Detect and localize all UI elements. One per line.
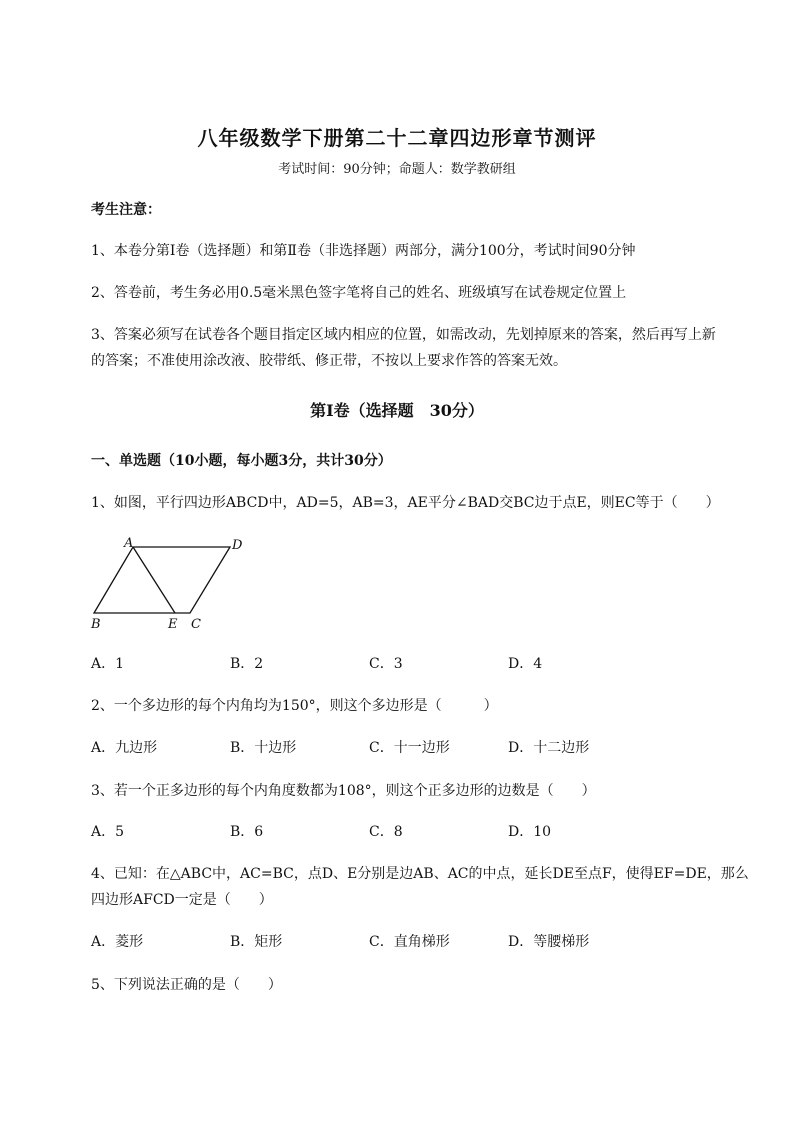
question-3-stem: 3、若一个正多边形的每个内角度数都为108°，则这个正多边形的边数是（ ） <box>91 783 596 799</box>
label-b: B <box>91 617 101 632</box>
option-d[interactable]: D．等腰梯形 <box>508 934 590 950</box>
question-3-options <box>91 821 711 845</box>
notice-item: 1、本卷分第Ⅰ卷（选择题）和第Ⅱ卷（非选择题）两部分，满分100分，考试时间90分钟 <box>91 243 636 259</box>
exam-info: 考试时间：90分钟；命题人：数学教研组 <box>278 162 516 177</box>
notice-item: 3、答案必须写在试卷各个题目指定区域内相应的位置，如需改动，先划掉原来的答案，然后再写上新 <box>91 327 716 343</box>
question-4-stem: 4、已知：在△ABC中，AC=BC，点D、E分别是边AB、AC的中点，延长DE至点F，使得EF=DE，那么 <box>91 866 749 882</box>
option-d[interactable]: D．十二边形 <box>508 740 590 756</box>
option-c[interactable]: C．十一边形 <box>369 740 450 756</box>
option-a[interactable]: A．九边形 <box>91 740 158 756</box>
notice-heading: 考生注意： <box>91 202 161 218</box>
option-a[interactable]: A．1 <box>91 656 125 672</box>
option-b[interactable]: B．2 <box>230 656 264 672</box>
option-d[interactable]: D．4 <box>508 656 543 672</box>
option-c[interactable]: C．8 <box>369 824 403 840</box>
option-c[interactable]: C．3 <box>369 656 403 672</box>
option-a[interactable]: A．5 <box>91 824 125 840</box>
question-4-options <box>91 931 711 955</box>
question-4-stem-continued: 四边形AFCD一定是（ ） <box>91 892 273 908</box>
question-1-stem: 1、如图，平行四边形ABCD中，AD=5，AB=3，AE平分∠BAD交BC边于点E，则EC等于（ ） <box>91 495 720 511</box>
label-e: E <box>168 617 178 632</box>
part-heading: 一、单选题（10小题，每小题3分，共计30分） <box>91 453 392 469</box>
option-a[interactable]: A．菱形 <box>91 934 144 950</box>
option-b[interactable]: B．十边形 <box>230 740 297 756</box>
option-d[interactable]: D．10 <box>508 824 552 840</box>
label-a: A <box>124 536 134 551</box>
page-title: 八年级数学下册第二十二章四边形章节测评 <box>197 126 597 150</box>
label-c: C <box>191 617 201 632</box>
question-2-stem: 2、一个多边形的每个内角均为150°，则这个多边形是（ ） <box>91 698 498 714</box>
notice-item: 2、答卷前，考生务必用0.5毫米黑色签字笔将自己的姓名、班级填写在试卷规定位置上 <box>91 285 627 301</box>
segment-ae <box>133 547 175 613</box>
notice-item: 的答案；不准使用涂改液、胶带纸、修正带，不按以上要求作答的答案无效。 <box>91 353 567 369</box>
option-c[interactable]: C．直角梯形 <box>369 934 450 950</box>
question-5-stem: 5、下列说法正确的是（ ） <box>91 977 282 993</box>
parallelogram-abcd <box>94 547 230 613</box>
question-2-options <box>91 737 711 761</box>
question-1-options <box>91 653 711 677</box>
label-d: D <box>232 538 243 553</box>
section-title: 第Ⅰ卷（选择题 30分） <box>310 401 484 420</box>
option-b[interactable]: B．6 <box>230 824 264 840</box>
option-b[interactable]: B．矩形 <box>230 934 283 950</box>
parallelogram-figure <box>85 535 255 635</box>
